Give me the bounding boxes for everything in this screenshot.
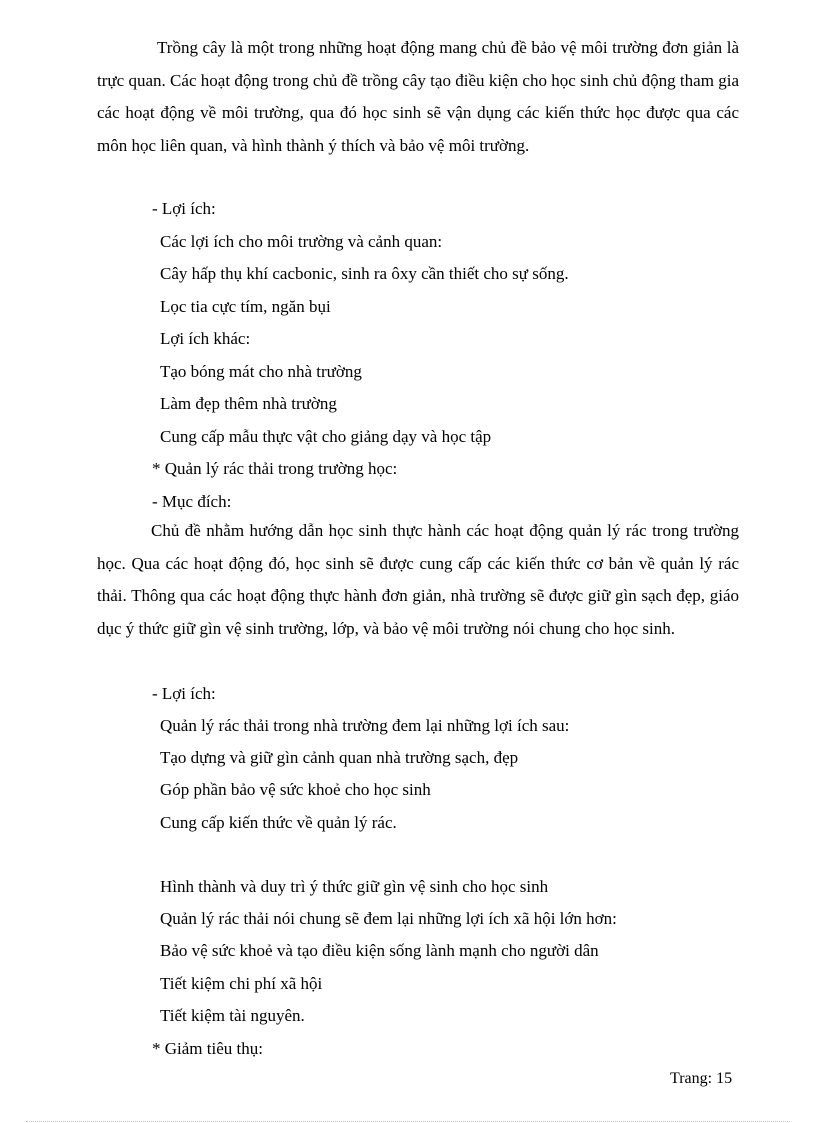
list-item: Bảo vệ sức khoẻ và tạo điều kiện sống lành mạnh cho người dân [160, 941, 599, 960]
page-bottom-divider [26, 1121, 790, 1122]
purpose-paragraph-block [97, 515, 739, 645]
intro-paragraph [97, 32, 739, 162]
list-item: Tiết kiệm chi phí xã hội [160, 974, 323, 993]
list-item: Tạo bóng mát cho nhà trường [160, 362, 362, 381]
page-number: Trang: 15 [670, 1070, 733, 1087]
list-item: Làm đẹp thêm nhà trường [160, 394, 337, 413]
list-item: Cây hấp thụ khí cacbonic, sinh ra ôxy cần thiết cho sự sống. [160, 264, 569, 283]
list-item: Cung cấp kiến thức về quản lý rác. [160, 813, 397, 832]
purpose-label: - Mục đích: [152, 492, 232, 511]
list-item: Hình thành và duy trì ý thức giữ gìn vệ sinh cho học sinh [160, 877, 549, 896]
waste-benefits-heading: Quản lý rác thải trong nhà trường đem lại những lợi ích sau: [160, 716, 570, 735]
purpose-paragraph: Chủ đề nhằm hướng dẫn học sinh thực hành các hoạt động quản lý rác trong trường học. Qua các hoạt động đó, học sinh sẽ được cung cấp các kiến thức cơ bản về quản lý rác thải. Thông qua các hoạt động thực hành đơn giản, nhà trường sẽ được giữ gìn sạch đẹp, giáo dục ý thức giữ gìn vệ sinh trường, lớp, và bảo vệ môi trường nói chung cho học sinh. [97, 521, 739, 638]
list-item: Cung cấp mẫu thực vật cho giảng dạy và học tập [160, 427, 492, 446]
list-item: Góp phần bảo vệ sức khoẻ cho học sinh [160, 780, 431, 799]
benefit-label-2: - Lợi ích: [152, 684, 216, 703]
reduce-consumption-heading: * Giảm tiêu thụ: [152, 1039, 263, 1058]
other-benefits-heading: Lợi ích khác: [160, 329, 251, 348]
social-benefits-heading: Quản lý rác thải nói chung sẽ đem lại những lợi ích xã hội lớn hơn: [160, 909, 617, 928]
waste-management-heading: * Quản lý rác thải trong trường học: [152, 459, 398, 478]
list-item: Tạo dựng và giữ gìn cảnh quan nhà trường sạch, đẹp [160, 748, 519, 767]
tree-planting-paragraph: Trồng cây là một trong những hoạt động mang chủ đề bảo vệ môi trường đơn giản là trực quan. Các hoạt động trong chủ đề trồng cây tạo điều kiện cho học sinh chủ động tham gia các hoạt động về môi trường, qua đó học sinh sẽ vận dụng các kiến thức học được qua các môn học liên quan, và hình thành ý thích và bảo vệ môi trường. [97, 38, 739, 155]
benefit-label-1: - Lợi ích: [152, 199, 216, 218]
list-item: Lọc tia cực tím, ngăn bụi [160, 297, 331, 316]
environment-benefits-heading: Các lợi ích cho môi trường và cảnh quan: [160, 232, 443, 251]
list-item: Tiết kiệm tài nguyên. [160, 1006, 305, 1025]
